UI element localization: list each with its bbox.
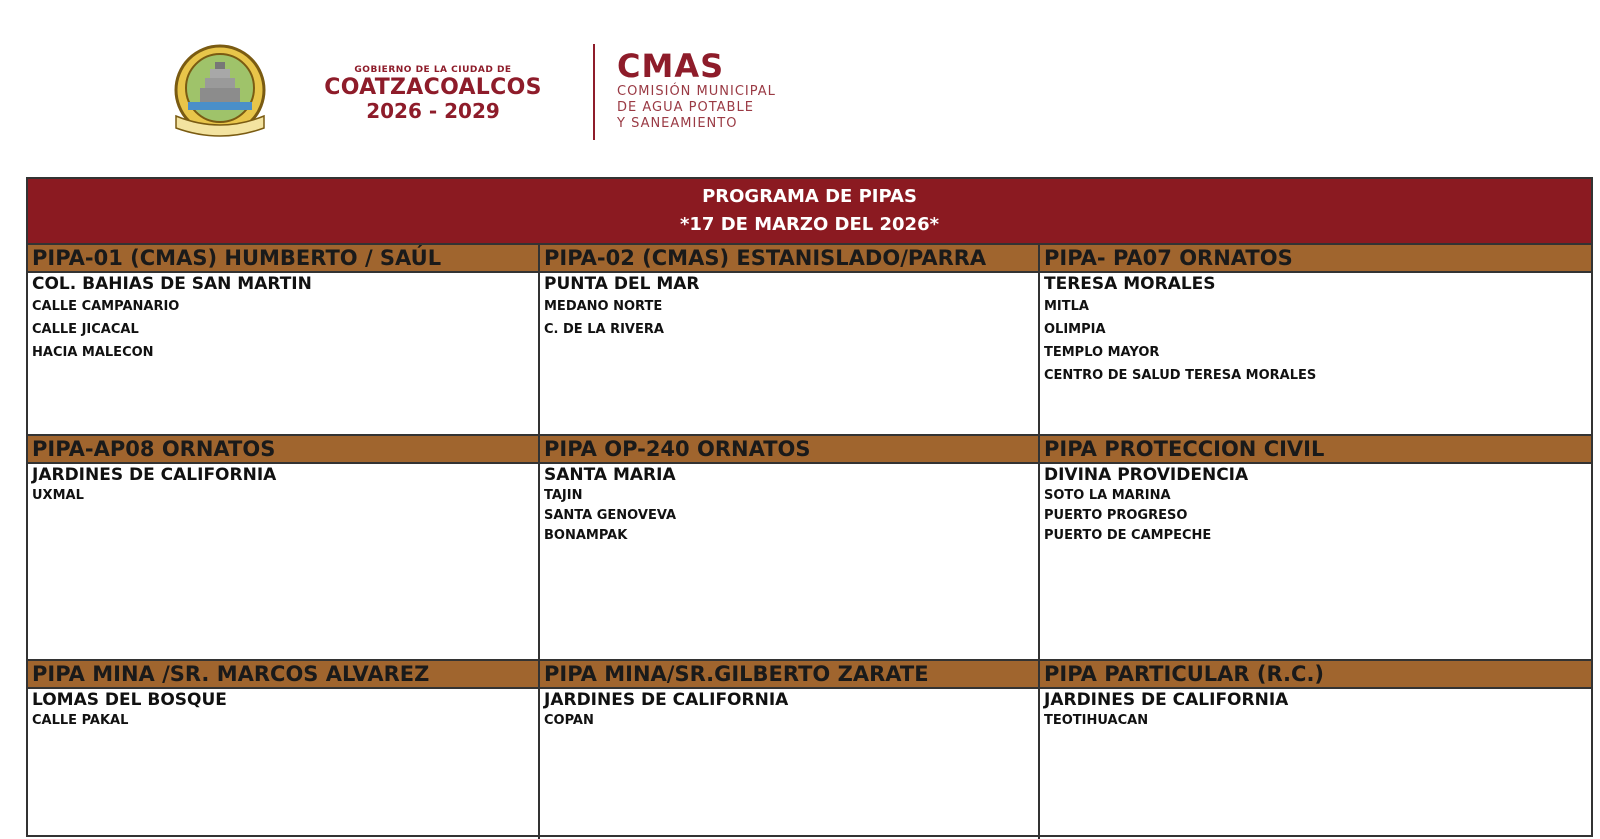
gov-city-name: COATZACOALCOS [324, 75, 542, 100]
cmas-title: CMAS [617, 47, 725, 85]
street-item: UXMAL [32, 488, 84, 503]
street-item: CENTRO DE SALUD TERESA MORALES [1044, 368, 1317, 383]
pipa-cell-header: PIPA- PA07 ORNATOS [1040, 243, 1591, 273]
street-item: C. DE LA RIVERA [544, 322, 664, 337]
street-item: SOTO LA MARINA [1044, 488, 1171, 503]
gov-small-text: GOBIERNO DE LA CIUDAD DE [354, 65, 512, 75]
street-item: PUERTO DE CAMPECHE [1044, 528, 1212, 543]
street-list [28, 486, 538, 506]
street-list [1040, 711, 1591, 731]
pipa-cell [1040, 659, 1591, 839]
colonia-name: TERESA MORALES [1044, 274, 1216, 294]
coatzacoalcos-seal-icon [168, 42, 272, 142]
street-list [1040, 295, 1591, 387]
street-list [1040, 486, 1591, 546]
cmas-logo [617, 48, 776, 132]
pipa-cell [540, 659, 1040, 839]
logo-divider [593, 44, 595, 140]
street-item: PUERTO PROGRESO [1044, 508, 1188, 523]
pipa-cell [28, 434, 540, 660]
street-item: BONAMPAK [544, 528, 628, 543]
pipa-cell [28, 243, 540, 435]
street-item: TAJIN [544, 488, 583, 503]
street-item: OLIMPIA [1044, 322, 1106, 337]
table-banner [28, 179, 1591, 247]
colonia-name: LOMAS DEL BOSQUE [32, 690, 227, 710]
colonia-name: JARDINES DE CALIFORNIA [1044, 690, 1289, 710]
pipa-cell [540, 434, 1040, 660]
pipa-cell [1040, 434, 1591, 660]
colonia-name: COL. BAHIAS DE SAN MARTIN [32, 274, 312, 294]
street-list [540, 711, 1038, 731]
street-list [28, 295, 538, 364]
colonia-name: JARDINES DE CALIFORNIA [32, 465, 277, 485]
colonia-name: JARDINES DE CALIFORNIA [544, 690, 789, 710]
pipa-cell-header: PIPA-02 (CMAS) ESTANISLADO/PARRA [540, 243, 1038, 273]
pipas-schedule-table [26, 177, 1593, 837]
colonia-name: DIVINA PROVIDENCIA [1044, 465, 1249, 485]
banner-date: *17 DE MARZO DEL 2026* [679, 214, 940, 235]
street-list [540, 486, 1038, 546]
gov-term-years: 2026 - 2029 [366, 99, 500, 123]
street-item: COPAN [544, 713, 594, 728]
cmas-subtitle-3: Y SANEAMIENTO [617, 116, 738, 131]
street-list [28, 711, 538, 731]
pipa-cell [1040, 243, 1591, 435]
pipa-cell-header: PIPA PARTICULAR (R.C.) [1040, 659, 1591, 689]
colonia-name: SANTA MARIA [544, 465, 676, 485]
pipa-cell-header: PIPA-AP08 ORNATOS [28, 434, 538, 464]
street-item: SANTA GENOVEVA [544, 508, 677, 523]
street-item: MEDANO NORTE [544, 299, 663, 314]
street-item: HACIA MALECON [32, 345, 154, 360]
cmas-subtitle-2: DE AGUA POTABLE [617, 100, 754, 115]
street-item: CALLE CAMPANARIO [32, 299, 180, 314]
pipa-cell-header: PIPA MINA /SR. MARCOS ALVAREZ [28, 659, 538, 689]
page-header [0, 0, 1600, 170]
colonia-name: PUNTA DEL MAR [544, 274, 700, 294]
pipa-cell [28, 659, 540, 839]
street-item: CALLE PAKAL [32, 713, 129, 728]
banner-title: PROGRAMA DE PIPAS [702, 186, 917, 207]
cmas-subtitle-1: COMISIÓN MUNICIPAL [617, 84, 776, 99]
street-item: CALLE JICACAL [32, 322, 139, 337]
pipa-cell-header: PIPA PROTECCION CIVIL [1040, 434, 1591, 464]
city-government-logo [288, 64, 578, 122]
street-item: TEMPLO MAYOR [1044, 345, 1160, 360]
street-item: TEOTIHUACAN [1044, 713, 1149, 728]
pipa-cell [540, 243, 1040, 435]
pipa-cell-header: PIPA-01 (CMAS) HUMBERTO / SAÚL [28, 243, 538, 273]
pipa-cell-header: PIPA OP-240 ORNATOS [540, 434, 1038, 464]
street-item: MITLA [1044, 299, 1089, 314]
pipa-cell-header: PIPA MINA/SR.GILBERTO ZARATE [540, 659, 1038, 689]
street-list [540, 295, 1038, 341]
